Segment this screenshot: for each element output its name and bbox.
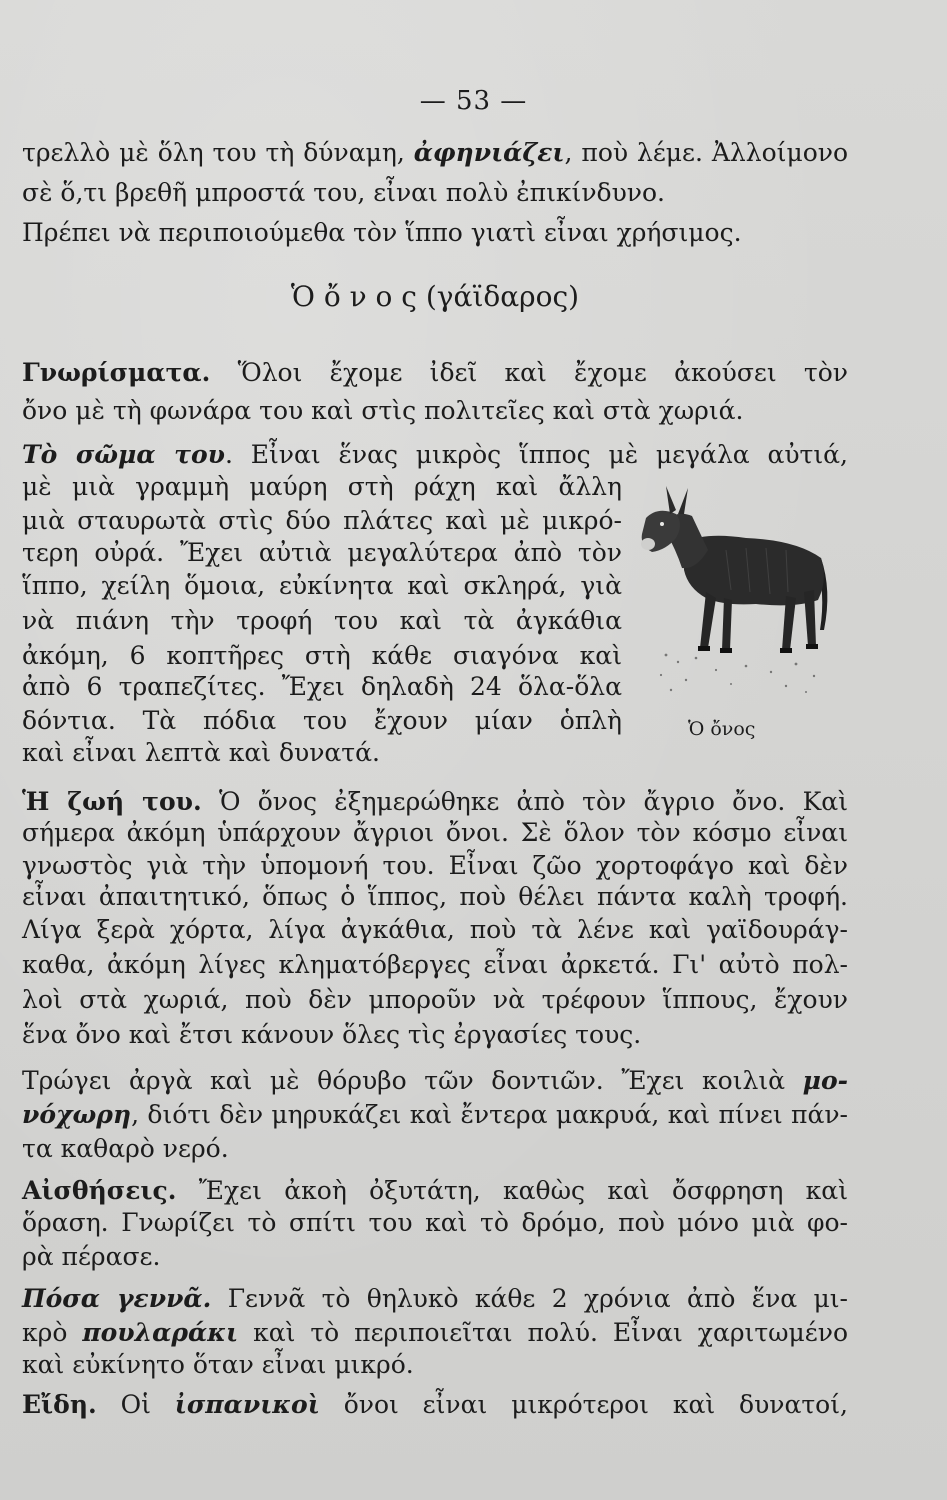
text-run: σήμερα ἀκόμη ὑπάρχουν ἄγριοι ὄνοι. Σὲ ὅλον τὸν κόσμο εἶναι	[22, 818, 848, 847]
text-line	[22, 1284, 848, 1314]
text-run: Αἰσθήσεις.	[22, 1176, 177, 1205]
text-run: μὲ μιὰ γραμμὴ μαύρη στὴ ράχη καὶ ἄλλη	[22, 472, 622, 501]
text-line	[22, 138, 848, 168]
text-run: γνωστὸς γιὰ τὴν ὑπομονή του. Εἶναι ζῶο χορτοφάγο καὶ δὲν	[22, 851, 848, 880]
text-run: ρὰ πέρασε.	[22, 1242, 161, 1271]
text-line	[22, 1176, 848, 1206]
text-run: Ὁ ὄ ν ο ς (γάϊδαρος)	[290, 280, 580, 313]
figure-caption: Ὁ ὄνος	[688, 718, 756, 740]
text-line	[22, 851, 848, 881]
text-run: καὶ εἶναι λεπτὰ καὶ δυνατά.	[22, 738, 380, 767]
text-line	[22, 506, 622, 536]
text-line	[22, 472, 622, 502]
text-line	[22, 282, 848, 312]
text-line	[22, 1350, 848, 1380]
text-run: Πρέπει νὰ περιποιούμεθα τὸν ἵππο γιατὶ εἶναι χρήσιμος.	[22, 218, 742, 247]
text-line	[22, 1390, 848, 1420]
text-line	[22, 1066, 848, 1096]
text-line	[22, 440, 848, 470]
text-line	[22, 1318, 848, 1348]
text-line	[22, 787, 848, 817]
text-run: νὰ πιάνη τὴν τροφή του καὶ τὰ ἀγκάθια	[22, 606, 622, 635]
text-line	[22, 641, 622, 671]
text-run: Λίγα ξερὰ χόρτα, λίγα ἀγκάθια, ποὺ τὰ λένε καὶ γαϊδουράγ-	[22, 915, 848, 944]
text-run: δόντια. Τὰ πόδια του ἔχουν μίαν ὁπλὴ	[22, 706, 622, 735]
text-run: ἀκόμη, 6 κοπτῆρες στὴ κάθε σιαγόνα καὶ	[22, 641, 622, 670]
text-run: Ὅλοι ἔχομε ἰδεῖ καὶ ἔχομε ἀκούσει τὸν	[210, 358, 848, 387]
text-run: πουλαράκι	[82, 1318, 239, 1347]
text-line	[22, 1100, 848, 1130]
text-run: Τρώγει ἀργὰ καὶ μὲ θόρυβο τῶν δοντιῶν. Ἔχει κοιλιὰ	[22, 1066, 803, 1095]
text-run: λοὶ στὰ χωριά, ποὺ δὲν μποροῦν νὰ τρέφουν ἵππους, ἔχουν	[22, 985, 848, 1014]
text-run: ἕνα ὄνο καὶ ἔτσι κάνουν ὅλες τὶς ἐργασίες τους.	[22, 1020, 642, 1049]
text-run: ἀφηνιάζει	[413, 138, 565, 167]
text-line	[22, 882, 848, 912]
text-run: ἰσπανικοὶ	[174, 1390, 320, 1419]
text-run: ὅραση. Γνωρίζει τὸ σπίτι του καὶ τὸ δρόμο, ποὺ μόνο μιὰ φο-	[22, 1208, 848, 1237]
page-number: — 53 —	[419, 86, 528, 116]
text-run: . Εἶναι ἕνας μικρὸς ἵππος μὲ μεγάλα αὐτιά,	[225, 440, 848, 469]
text-run: καθα, ἀκόμη λίγες κληματόβεργες εἶναι ἀρκετά. Γι' αὐτὸ πολ-	[22, 950, 848, 979]
text-run: μιὰ σταυρωτὰ στὶς δύο πλάτες καὶ μὲ μικρό-	[22, 506, 622, 535]
text-run: καὶ τὸ περιποιεῖται πολύ. Εἶναι χαριτωμένο	[238, 1318, 848, 1347]
text-line	[22, 178, 848, 208]
text-line	[22, 606, 622, 636]
text-run: εἶναι ἀπαιτητικό, ὅπως ὁ ἵππος, ποὺ θέλει πάντα καλὴ τροφή.	[22, 882, 848, 911]
text-run: τρελλὸ μὲ ὅλη του τὴ δύναμη,	[22, 138, 414, 167]
text-run: Ὁ ὄνος ἐξημερώθηκε ἀπὸ τὸν ἄγριο ὄνο. Καὶ	[201, 787, 848, 816]
text-line	[22, 1208, 848, 1238]
text-line	[22, 818, 848, 848]
text-run: Εἴδη.	[22, 1390, 97, 1419]
text-run: σὲ ὅ,τι βρεθῆ μπροστά του, εἶναι πολὺ ἐπικίνδυνο.	[22, 178, 665, 207]
text-run: ἵππο, χείλη ὅμοια, εὐκίνητα καὶ σκληρά, γιὰ	[22, 571, 622, 600]
text-run: ἀπὸ 6 τραπεζίτες. Ἔχει δηλαδὴ 24 ὅλα-ὅλα	[22, 672, 622, 701]
text-line	[22, 1020, 848, 1050]
text-run: , διότι δὲν μηρυκάζει καὶ ἔντερα μακρυά, καὶ πίνει πάν-	[131, 1100, 848, 1129]
text-line	[22, 738, 402, 768]
text-run: ὄνοι εἶναι μικρότεροι καὶ δυνατοί,	[319, 1390, 848, 1419]
text-run: καὶ εὐκίνητο ὅταν εἶναι μικρό.	[22, 1350, 414, 1379]
text-run: μο-	[802, 1066, 848, 1095]
text-run: Γεννᾶ τὸ θηλυκὸ κάθε 2 χρόνια ἀπὸ ἕνα μι-	[211, 1284, 849, 1313]
text-run: Ἔχει ἀκοὴ ὀξυτάτη, καθὼς καὶ ὄσφρηση καὶ	[176, 1176, 848, 1205]
text-line	[22, 538, 622, 568]
text-run: κρὸ	[22, 1318, 83, 1347]
text-run: Γνωρίσματα.	[22, 358, 211, 387]
text-line	[22, 396, 848, 426]
text-line	[22, 950, 848, 980]
text-line	[22, 706, 622, 736]
text-line	[22, 915, 848, 945]
text-run: Τὸ σῶμα του	[22, 440, 225, 469]
text-line	[22, 1134, 848, 1164]
text-run: ὄνο μὲ τὴ φωνάρα του καὶ στὶς πολιτεῖες καὶ στὰ χωριά.	[22, 396, 744, 425]
text-run: τερη οὐρά. Ἔχει αὐτιὰ μεγαλύτερα ἀπὸ τὸν	[22, 538, 622, 567]
text-line	[22, 218, 848, 248]
donkey-illustration	[636, 480, 836, 700]
text-run: , ποὺ λέμε. Ἀλλοίμονο	[564, 138, 848, 167]
text-run: νόχωρη	[22, 1100, 132, 1129]
text-run: τα καθαρὸ νερό.	[22, 1134, 229, 1163]
text-run: Ἡ ζωή του.	[22, 787, 202, 816]
text-run: Οἱ	[96, 1390, 175, 1419]
text-line	[22, 985, 848, 1015]
text-run: Πόσα γεννᾶ.	[22, 1284, 212, 1313]
text-line	[22, 1242, 848, 1272]
text-line	[22, 672, 622, 702]
text-line	[22, 358, 848, 388]
text-line	[22, 571, 622, 601]
